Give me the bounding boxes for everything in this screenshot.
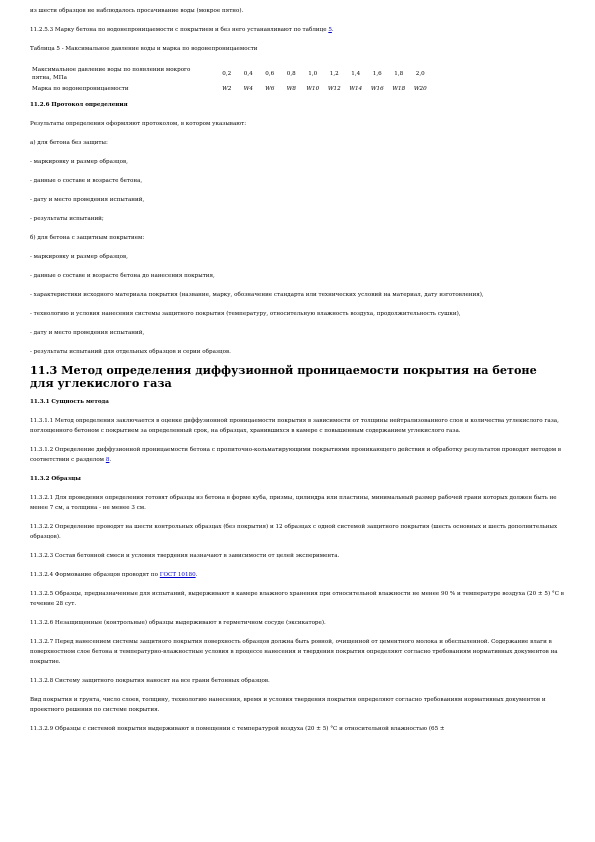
paragraph-11-3-2-8: 11.3.2.8 Систему защитного покрытия наносят на все грани бетонных образцов. (30, 678, 270, 684)
paragraph-11-3-2-1: 11.3.2.1 Для проведения определения готовят образцы из бетона в форме куба, призмы, цилиндра или пластины, минимальный размер рабочей грани которых должен быть не менее 7 см, а толщина - не менее 3 см. (30, 495, 557, 511)
section-heading-11-2-6: 11.2.6 Протокол определения (30, 102, 128, 108)
paragraph-results: Результаты определения оформляют протоколом, в котором указывают: (30, 121, 247, 127)
paragraph-11-3-1-1: 11.3.1.1 Метод определения заключается в оценке диффузионной проницаемости покрытия в зависимости от толщины нейтрализованного слоя и количества углекислого газа, поглощенного бетоном с покрытием за определенный срок, на образцах, хранившихся в камере с повышенным содержанием углекислого газа. (30, 418, 559, 434)
table-5-link[interactable]: 5 (328, 27, 332, 33)
list-item: - данные о составе и возрасте бетона до нанесения покрытия, (30, 273, 215, 279)
section-8-link[interactable]: 8 (105, 457, 110, 463)
list-item: - дату и место проведения испытаний, (30, 330, 145, 336)
paragraph-11-3-2-7: 11.3.2.7 Перед нанесением системы защитного покрытия поверхность образцов должна быть ровной, очищенной от цементного молока и обеспыленной. Содержание влаги в поверхностном слое бетона и температурно-влажностные условия в процессе нанесения и твердения покрытия определяют согласно требованиям нормативных документов на покрытие. (30, 639, 558, 665)
punctuation: . (331, 27, 334, 33)
paragraph-11-2-5-3 (30, 25, 570, 35)
paragraph-text: 11.3.2.4 Формование образцов проводят по (30, 572, 160, 578)
table-cell: 1,6 (372, 71, 382, 77)
paragraph-11-3-2-9: 11.3.2.9 Образцы с системой покрытия выдерживают в помещении с температурой воздуха (20 ± 5) °С и относительной влажностью (65 ± (30, 726, 445, 732)
paragraph-coating-type: Вид покрытия и грунта, число слоев, толщину, технологию нанесения, время и условия твердения покрытия определяют согласно требованиям нормативных документов и проектного решения по системе покрытия. (30, 697, 546, 713)
paragraph-11-3-1-2 (30, 445, 570, 465)
table-5 (32, 66, 431, 93)
table-row-pressure (32, 66, 431, 82)
table-cell: W6 (265, 86, 275, 92)
subsection-heading-11-3-1: 11.3.1 Сущность метода (30, 399, 109, 405)
paragraph-11-3-2-6: 11.3.2.6 Незащищенные (контрольные) образцы выдерживают в герметичном сосуде (эксикаторе). (30, 620, 326, 626)
table-cell: W2 (222, 86, 232, 92)
table-cell: 0,6 (265, 71, 275, 77)
table-cell: 1,0 (308, 71, 318, 77)
list-item: - результаты испытаний для отдельных образцов и серии образцов. (30, 349, 231, 355)
table-cell: 0,2 (222, 71, 232, 77)
table-cell: W18 (392, 86, 406, 92)
table-row-grade (32, 82, 431, 93)
list-heading-b: б) для бетона с защитным покрытием: (30, 235, 145, 241)
table-cell: 1,2 (329, 71, 339, 77)
table-caption: Таблица 5 - Максимальное давление воды и марка по водонепроницаемости (30, 46, 258, 52)
list-item: - маркировку и размер образцов, (30, 254, 128, 260)
punctuation: . (109, 457, 112, 463)
paragraph-continuation: из шести образцов не наблюдалось просачивание воды (мокрое пятно). (30, 8, 244, 14)
list-item: - данные о составе и возрасте бетона, (30, 178, 143, 184)
list-heading-a: а) для бетона без защиты: (30, 140, 108, 146)
table-row-label: Максимальное давление воды по появлении мокрого пятна, МПа (32, 67, 191, 81)
gost-10180-link[interactable]: ГОСТ 10180 (159, 572, 196, 578)
paragraph-text: 11.2.5.3 Марку бетона по водонепроницаемости с покрытием и без него устанавливают по таблице (30, 27, 329, 33)
list-item: - маркировку и размер образцов, (30, 159, 128, 165)
table-cell: 0,8 (286, 71, 296, 77)
table-cell: 2,0 (415, 71, 425, 77)
list-item: - характеристики исходного материала покрытия (название, марку, обозначение стандарта или технических условий на материал, дату изготовления), (30, 292, 484, 298)
list-item: - дату и место проведения испытаний, (30, 197, 145, 203)
list-item: - результаты испытаний; (30, 216, 104, 222)
table-cell: W16 (370, 86, 384, 92)
subsection-heading-11-3-2: 11.3.2 Образцы (30, 476, 81, 482)
table-cell: 0,4 (243, 71, 253, 77)
table-cell: W14 (349, 86, 363, 92)
table-cell: W4 (243, 86, 253, 92)
paragraph-11-3-2-5: 11.3.2.5 Образцы, предназначенные для испытаний, выдерживают в камере влажного хранения при относительной влажности не менее 90 % и температуре воздуха (20 ± 5) °С в течение 28 сут. (30, 591, 564, 607)
paragraph-text: 11.3.1.2 Определение диффузионной проницаемости бетона с пропиточно-кольматирующими покрытиями проникающего действия и обработку результатов проводят методом в соответствии с разделом (30, 447, 562, 463)
table-row-label: Марка по водонепроницаемости (32, 86, 129, 92)
table-cell: 1,4 (351, 71, 361, 77)
table-cell: W10 (306, 86, 320, 92)
section-heading-11-3: 11.3 Метод определения диффузионной проницаемости покрытия на бетоне для углекислого газа (30, 363, 537, 390)
table-cell: 1,8 (394, 71, 404, 77)
table-cell: W20 (413, 86, 427, 92)
paragraph-11-3-2-3: 11.3.2.3 Состав бетонной смеси и условия твердения назначают в зависимости от целей эксперимента. (30, 553, 340, 559)
paragraph-11-3-2-4 (30, 570, 570, 580)
paragraph-11-3-2-2: 11.3.2.2 Определение проводят на шести контрольных образцах (без покрытия) и 12 образцах с одной системой защитного покрытия (шесть основных и шесть дополнительных образцов). (30, 524, 558, 540)
table-cell: W8 (286, 86, 296, 92)
table-cell: W12 (327, 86, 341, 92)
list-item: - технологию и условия нанесения системы защитного покрытия (температуру, относительную влажность воздуха, продолжительность сушки), (30, 311, 461, 317)
punctuation: . (195, 572, 198, 578)
document-page (30, 6, 570, 734)
